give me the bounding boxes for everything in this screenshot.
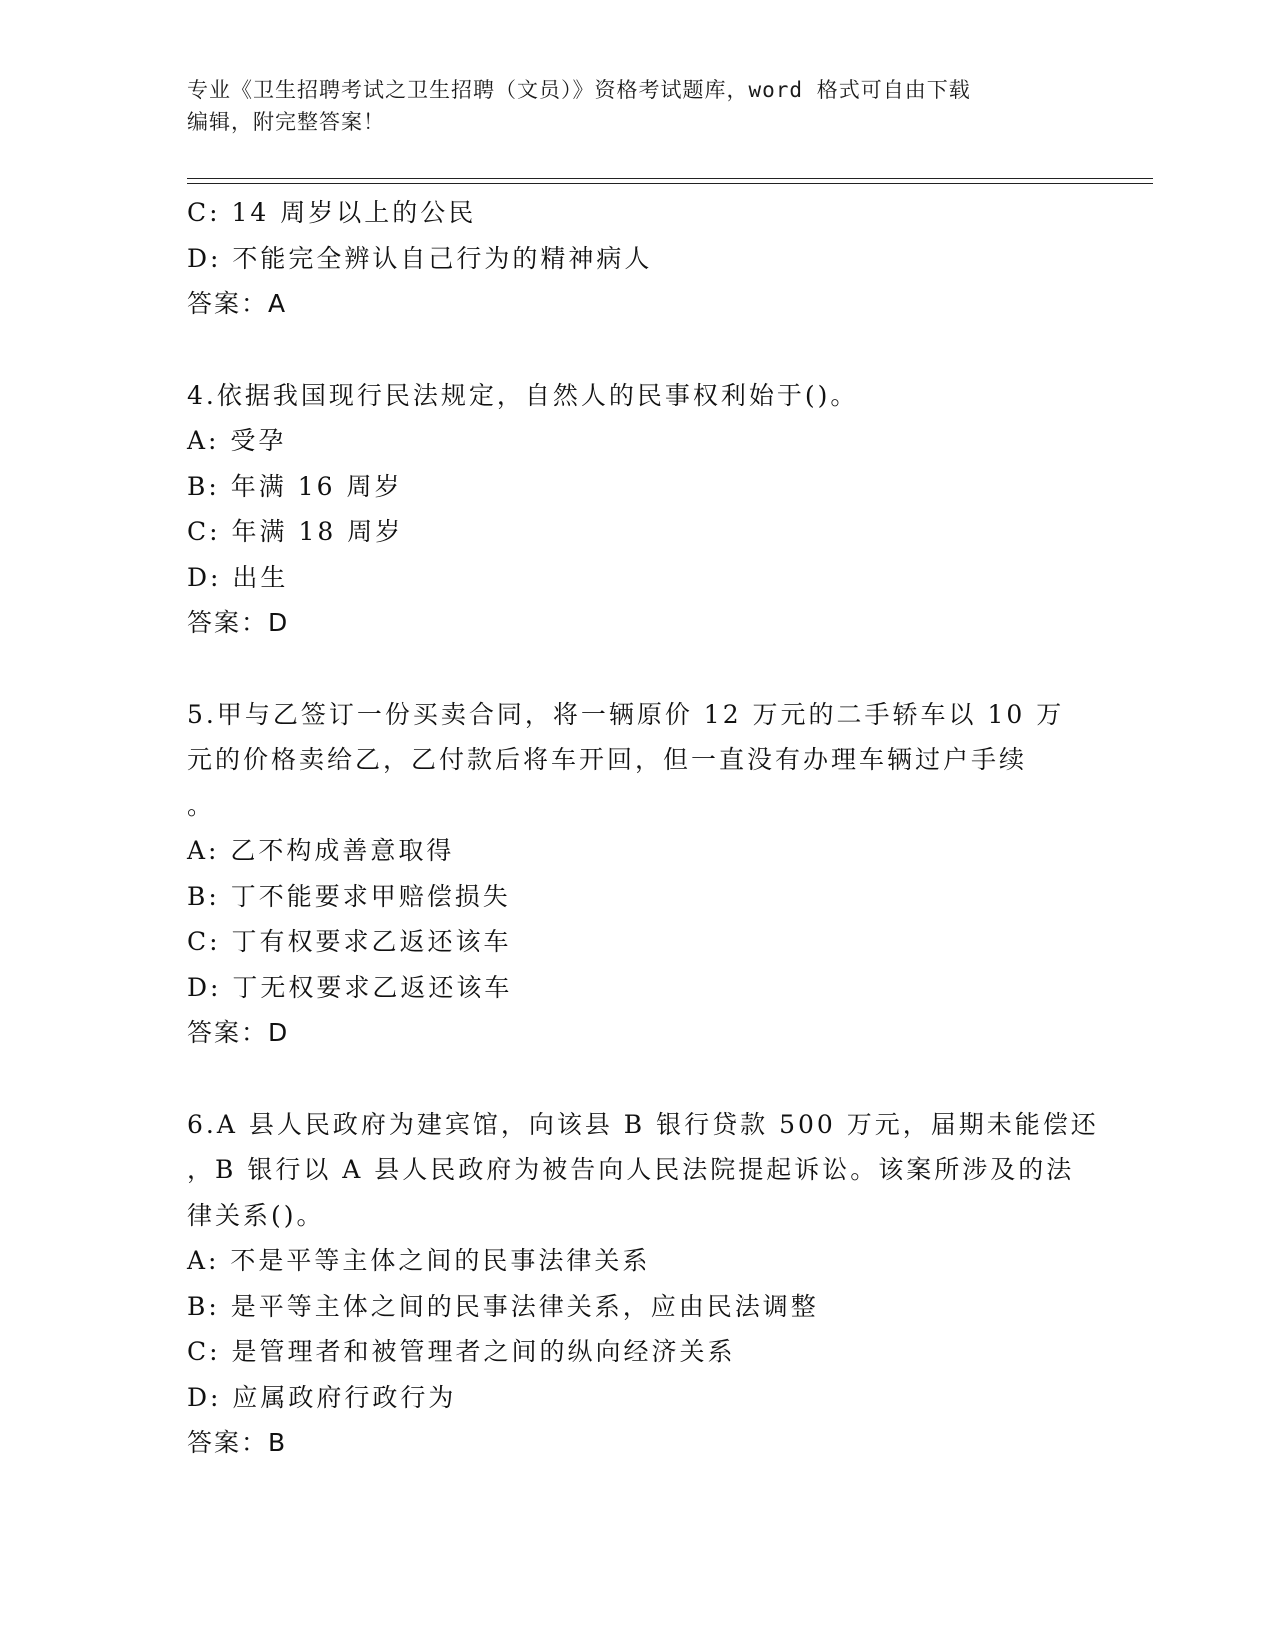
spacer [187,327,1087,373]
option-c: C: 14 周岁以上的公民 [187,198,477,227]
option-d: D: 出生 [187,562,289,592]
option-a: A: 受孕 [187,426,287,455]
question-content [187,190,1099,1466]
question-stem-line-2: 元的价格卖给乙，乙付款后将车开回，但一直没有办理车辆过户手续 [187,745,1028,774]
question-stem-line-2: ，B 银行以 A 县人民政府为被告向人民法院提起诉讼。该案所涉及的法 [187,1155,1075,1184]
option-d: D: 丁无权要求乙返还该车 [187,972,513,1002]
option-d: D: 不能完全辨认自己行为的精神病人 [187,243,653,273]
option-b: B: 丁不能要求甲赔偿损失 [187,881,511,911]
question-stem-line-1: 5.甲与乙签订一份买卖合同，将一辆原价 12 万元的二手轿车以 10 万 [187,699,1065,729]
question-4 [187,373,1087,646]
option-b: B: 年满 16 周岁 [187,471,403,501]
option-c: C: 年满 18 周岁 [187,517,404,546]
header-divider-bottom [187,183,1153,184]
question-stem: 4.依据我国现行民法规定，自然人的民事权利始于()。 [187,380,859,410]
option-d: D: 应属政府行政行为 [187,1382,457,1412]
question-stem-line-1: 6.A 县人民政府为建宾馆，向该县 B 银行贷款 500 万元，届期未能偿还 [187,1109,1099,1139]
answer: 答案：D [187,1018,290,1047]
answer: 答案：D [187,608,290,637]
answer: 答案：A [187,289,288,318]
option-c: C: 丁有权要求乙返还该车 [187,927,512,956]
answer: 答案：B [187,1428,288,1457]
document-header [187,74,1087,138]
spacer [187,1056,1087,1102]
question-stem-line-3: 。 [187,790,216,820]
question-6 [187,1102,1099,1466]
option-b: B: 是平等主体之间的民事法律关系，应由民法调整 [187,1291,819,1321]
header-divider-top [187,178,1153,179]
spacer [187,646,1087,692]
header-line-2: 编辑，附完整答案！ [187,110,385,134]
previous-question-tail [187,190,1087,327]
question-5 [187,692,1087,1056]
header-line-1: 专业《卫生招聘考试之卫生招聘（文员）》资格考试题库，word 格式可自由下载 [187,78,971,102]
question-stem-line-3: 律关系()。 [187,1200,325,1230]
option-a: A: 不是平等主体之间的民事法律关系 [187,1246,651,1275]
option-a: A: 乙不构成善意取得 [187,836,455,865]
option-c: C: 是管理者和被管理者之间的纵向经济关系 [187,1337,736,1366]
